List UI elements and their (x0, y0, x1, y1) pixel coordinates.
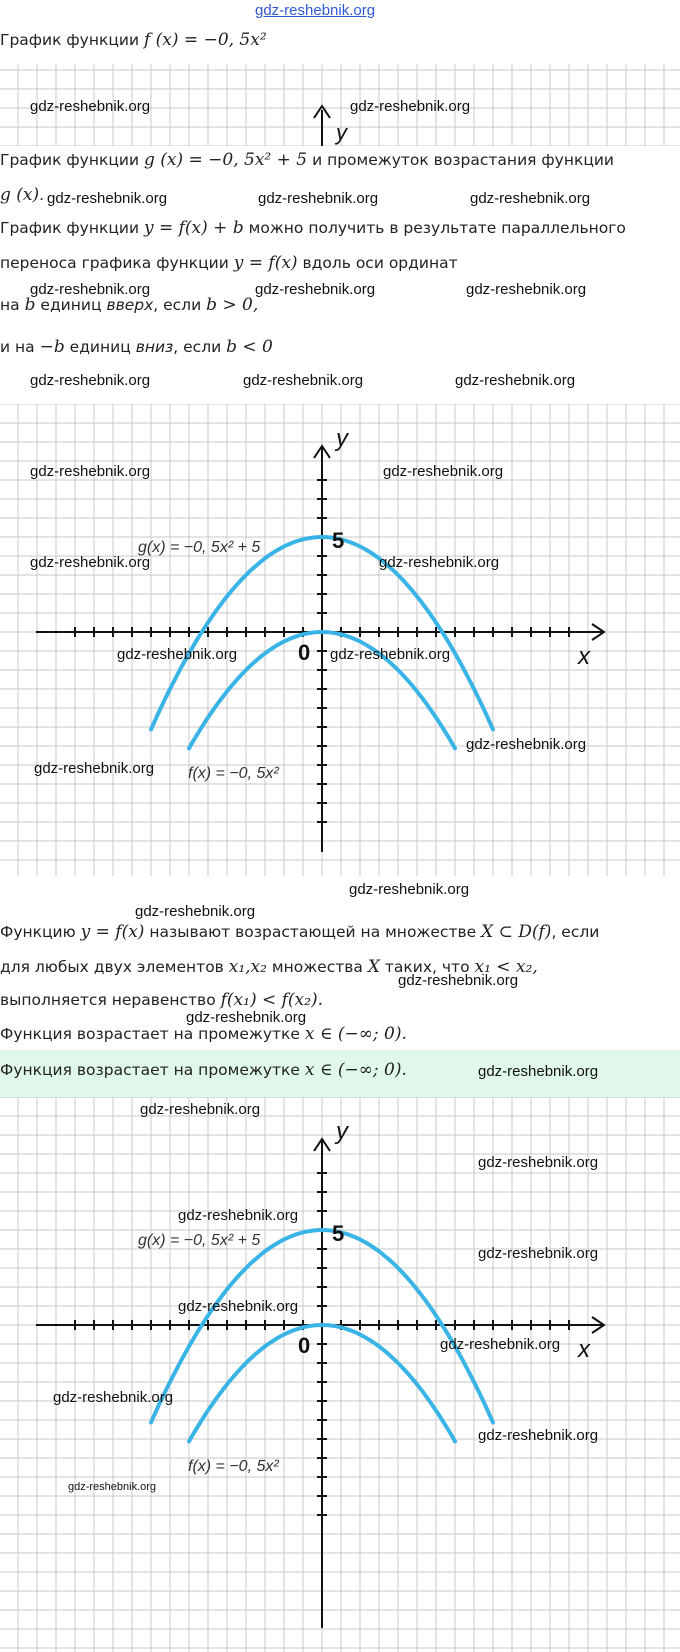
watermark: gdz-reshebnik.org (140, 1101, 261, 1118)
x-axis-label: x (578, 643, 590, 670)
watermark: gdz-reshebnik.org (466, 736, 587, 753)
g-function-label: g(x) = −0, 5x² + 5 (138, 539, 261, 556)
origin-label: 0 (298, 640, 311, 665)
y-axis-label: y (336, 425, 348, 452)
watermark: gdz-reshebnik.org (243, 372, 364, 389)
watermark: gdz-reshebnik.org (398, 972, 519, 989)
function-f-title: График функции f (x) = −0, 5x² (0, 30, 267, 50)
watermark: gdz-reshebnik.org (383, 463, 504, 480)
watermark: gdz-reshebnik.org (178, 1298, 299, 1315)
watermark: gdz-reshebnik.org (255, 281, 376, 298)
watermark: gdz-reshebnik.org (68, 1481, 157, 1493)
x-axis-label: x (578, 1336, 590, 1363)
parabola-graph-2 (0, 1097, 680, 1652)
watermark: gdz-reshebnik.org (349, 881, 470, 898)
vertex-label: 5 (332, 1221, 345, 1246)
strip-y-axis-label: y (336, 120, 347, 145)
y-axis-label: y (336, 1118, 348, 1145)
watermark: gdz-reshebnik.org (478, 1063, 599, 1080)
watermark: gdz-reshebnik.org (30, 98, 151, 115)
definition-line-2: для любых двух элементов x₁,x₂ множества X таких, что x₁ < x₂, (0, 957, 538, 977)
watermark: gdz-reshebnik.org (47, 190, 168, 207)
watermark: gdz-reshebnik.org (350, 98, 471, 115)
watermark: gdz-reshebnik.org (478, 1154, 599, 1171)
origin-label: 0 (298, 1333, 311, 1358)
watermark: gdz-reshebnik.org (30, 372, 151, 389)
watermark: gdz-reshebnik.org (34, 760, 155, 777)
watermark: gdz-reshebnik.org (440, 1336, 561, 1353)
function-g-continuation: g (x). (0, 185, 45, 205)
axes (36, 1139, 604, 1628)
grid (0, 1097, 680, 1652)
watermark: gdz-reshebnik.org (186, 1009, 307, 1026)
watermark: gdz-reshebnik.org (455, 372, 576, 389)
shift-rule-up: на b единиц вверх, если b > 0, (0, 295, 259, 315)
answer-text: Функция возрастает на промежутке x ∈ (−∞; 0). (0, 1060, 407, 1080)
watermark: gdz-reshebnik.org (178, 1207, 299, 1224)
conclusion-text: Функция возрастает на промежутке x ∈ (−∞; 0). (0, 1024, 407, 1044)
header-site-link[interactable]: gdz-reshebnik.org (255, 2, 376, 19)
watermark: gdz-reshebnik.org (478, 1427, 599, 1444)
shift-rule-line-2: переноса графика функции y = f(x) вдоль оси ординат (0, 253, 458, 273)
function-g-title: График функции g (x) = −0, 5x² + 5 и промежуток возрастания функции (0, 150, 615, 170)
f-function-label: f(x) = −0, 5x² (188, 765, 279, 782)
vertex-label: 5 (332, 528, 345, 553)
watermark: gdz-reshebnik.org (478, 1245, 599, 1262)
watermark: gdz-reshebnik.org (466, 281, 587, 298)
definition-line-3: выполняется неравенство f(x₁) < f(x₂). (0, 990, 323, 1010)
watermark: gdz-reshebnik.org (135, 903, 256, 920)
watermark: gdz-reshebnik.org (470, 190, 591, 207)
f-function-label: f(x) = −0, 5x² (188, 1458, 279, 1475)
watermark: gdz-reshebnik.org (258, 190, 379, 207)
watermark: gdz-reshebnik.org (30, 554, 151, 571)
watermark: gdz-reshebnik.org (117, 646, 238, 663)
shift-rule-down: и на −b единиц вниз, если b < 0 (0, 337, 273, 357)
g-function-label: g(x) = −0, 5x² + 5 (138, 1232, 261, 1249)
watermark: gdz-reshebnik.org (30, 281, 151, 298)
watermark: gdz-reshebnik.org (330, 646, 451, 663)
definition-line-1: Функцию y = f(x) называют возрастающей на множестве X ⊂ D(f), если (0, 922, 600, 942)
watermark: gdz-reshebnik.org (30, 463, 151, 480)
shift-rule-line-1: График функции y = f(x) + b можно получить в результате параллельного (0, 218, 626, 238)
watermark: gdz-reshebnik.org (53, 1389, 174, 1406)
watermark: gdz-reshebnik.org (379, 554, 500, 571)
